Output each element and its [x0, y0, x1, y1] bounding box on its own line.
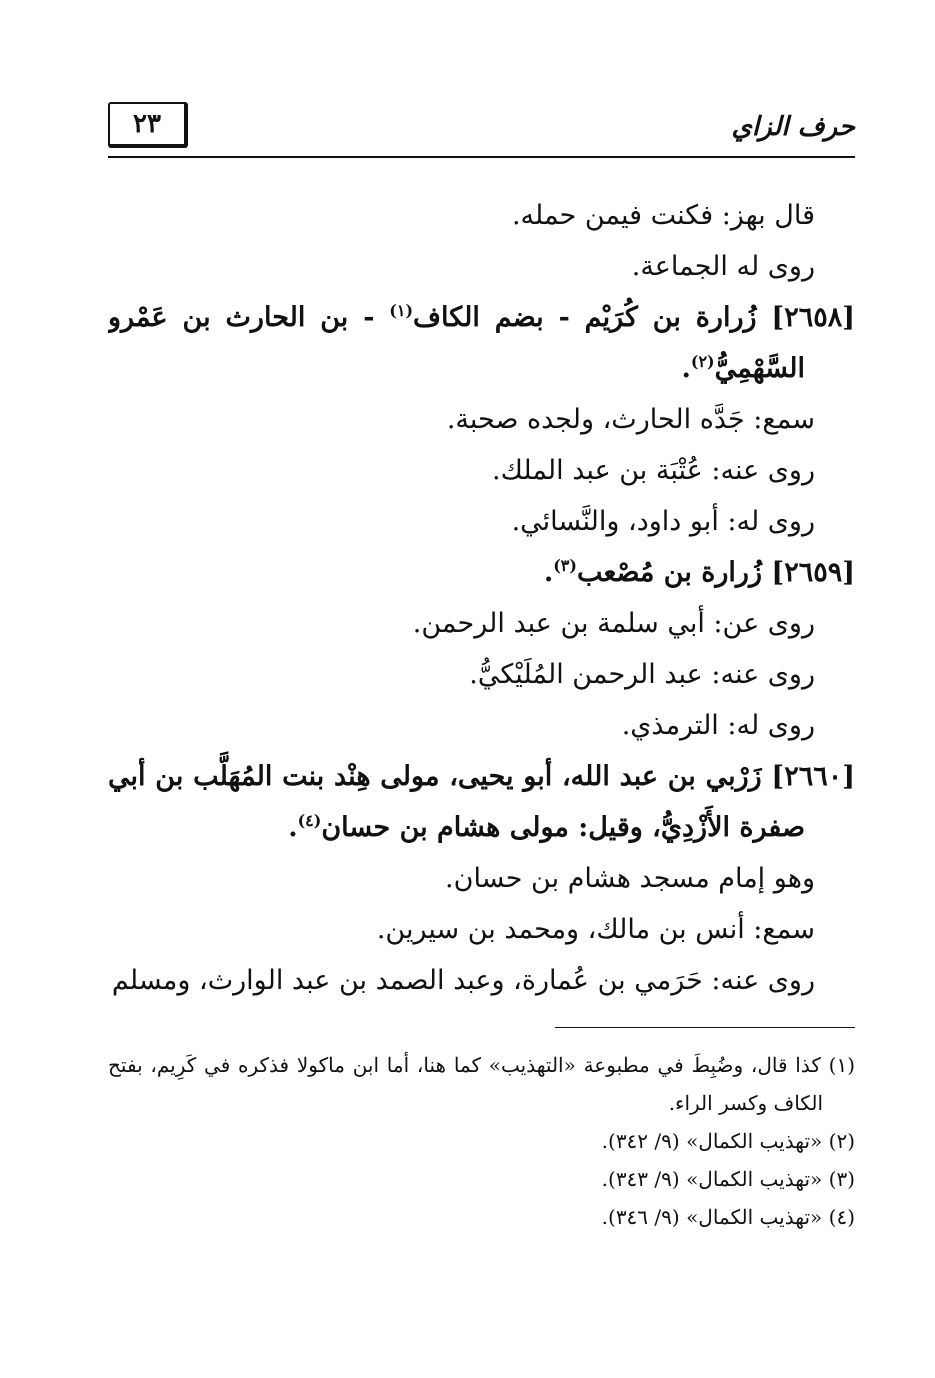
page-number: ٢٣: [133, 109, 161, 139]
text-line: روى له الجماعة.: [631, 251, 815, 282]
footnote-1: (١) كذا قال، وضُبِطَ في مطبوعة «التهذيب» كما هنا، أما ابن ماكولا فذكره في كَرِيم، بفتح: [108, 1053, 855, 1077]
text-line: سمع: جَدَّه الحارث، ولجده صحبة.: [446, 404, 815, 435]
text-line: روى له: أبو داود، والنَّسائي.: [511, 506, 815, 537]
footnotes: [108, 1046, 855, 1236]
text-line: قال بهز: فكنت فيمن حمله.: [511, 200, 815, 231]
entry-2658-name: [٢٦٥٨] زُرارة بن كُرَيْم - بضم الكاف: [413, 302, 855, 333]
entry-2660-heading-cont: [108, 802, 855, 853]
entry-2659-end: .: [543, 557, 554, 588]
text-line: روى عنه: حَرَمي بن عُمارة، وعبد الصمد بن عبد الوارث، ومسلم: [111, 965, 815, 996]
entry-2658-lineage: - بن الحارث بن عَمْرو: [108, 302, 390, 333]
footnote-separator: [555, 1027, 855, 1028]
entry-2659-name: [٢٦٥٩] زُرارة بن مُصْعب: [576, 557, 855, 588]
footnote-4: (٤) «تهذيب الكمال» (٩/ ٣٤٦).: [601, 1205, 855, 1229]
entry-2658-nisba: السَّهْمِيُّ: [714, 353, 805, 384]
text-line: روى عنه: عُتْبَة بن عبد الملك.: [492, 455, 815, 486]
entry-2658-heading: [108, 292, 855, 343]
entry-2660-heading: [٢٦٦٠] زَرْبي بن عبد الله، أبو يحيى، مولى هِنْد بنت المُهَلَّب بن أبي: [108, 761, 855, 792]
page-number-box: [108, 102, 188, 148]
running-title: حرف الزاي: [731, 112, 855, 142]
entry-2660-end: .: [288, 812, 298, 843]
entry-2658-end: .: [681, 353, 691, 384]
footnote-ref-1: (١): [389, 301, 414, 320]
footnote-ref-3: (٣): [553, 556, 577, 575]
entry-2658-heading-cont: [108, 343, 855, 394]
footnote-3: (٣) «تهذيب الكمال» (٩/ ٣٤٣).: [601, 1167, 855, 1191]
main-text: [108, 190, 855, 1006]
entry-2660-name-cont: صفرة الأَزْدِيُّ، وقيل: مولى هشام بن حسان: [321, 812, 805, 843]
footnote-2: (٢) «تهذيب الكمال» (٩/ ٣٤٢).: [601, 1129, 855, 1153]
text-line: روى عن: أبي سلمة بن عبد الرحمن.: [412, 608, 815, 639]
text-line: روى له: الترمذي.: [621, 710, 815, 741]
text-line: وهو إمام مسجد هشام بن حسان.: [445, 863, 815, 894]
entry-2659-heading: [108, 547, 855, 598]
footnote-ref-2: (٢): [690, 352, 715, 371]
footnote-ref-4: (٤): [297, 811, 322, 830]
text-line: سمع: أنس بن مالك، ومحمد بن سيرين.: [376, 914, 815, 945]
footnote-1-cont: الكاف وكسر الراء.: [668, 1091, 823, 1115]
header-rule: [108, 156, 855, 158]
text-line: روى عنه: عبد الرحمن المُلَيْكيُّ.: [469, 659, 815, 690]
